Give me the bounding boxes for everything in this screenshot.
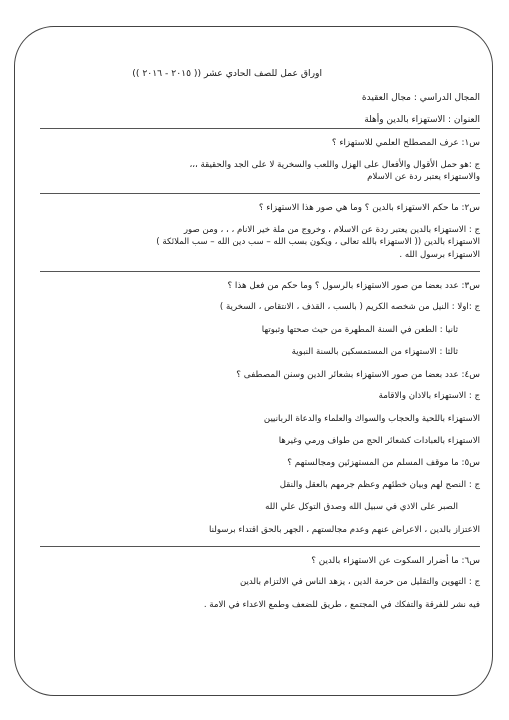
answer-4-line-2: الاستهزاء باللحية والحجاب والسواك والعلماء والدعاة الربانيين (263, 413, 480, 424)
answer-1-line-1: ج :هو حمل الأقوال والأفعال على الهزل واللعب والسخرية لا على الجد والحقيقة ،،، (189, 159, 480, 170)
answer-6-line-1: ج : التهوين والتقليل من حرمة الدين ، يزهد الناس في الالتزام بالدين (239, 577, 480, 588)
worksheet-title: اوراق عمل للصف الحادي عشر (( ٢٠١٥ - ٢٠١٦ )) (132, 68, 322, 79)
answer-5-line-3: الاعتزاز بالدين ، الاعراض عنهم وعدم مجالستهم ، الجهر بالحق اقتداء برسولنا (209, 524, 480, 535)
answer-5-line-2: الصبر على الاذي في سبيل الله وصدق التوكل علي الله (265, 502, 458, 513)
question-5: س٥: ما موقف المسلم من المستهزئين ومجالستهم ؟ (287, 458, 480, 469)
question-1: س١: عرف المصطلح العلمي للاستهزاء ؟ (331, 138, 480, 149)
question-4: س٤: عدد بعضا من صور الاستهزاء بشعائر الدين وسنن المصطفى ؟ (236, 369, 480, 380)
answer-6-line-2: فيه نشر للفرقة والتفكك في المجتمع ، طريق للضعف وطمع الاعداء في الامة . (203, 599, 480, 610)
divider (40, 271, 480, 272)
answer-5-line-1: ج : النصح لهم وبيان خطئهم وعظم جرمهم بالعقل والنقل (279, 479, 480, 490)
answer-3-line-1: ج :اولا : النيل من شخصه الكريم ( بالسب ، القذف ، الانتقاص ، السخرية ) (219, 302, 480, 313)
answer-3-line-3: ثالثا : الاستهزاء من المستمسكين بالسنة النبوية (291, 347, 458, 358)
lesson-title: العنوان : الاستهزاء بالدين وأهلة (364, 114, 480, 125)
answer-4-line-1: ج : الاستهزاء بالاذان والاقامة (378, 391, 480, 402)
answer-1-line-2: والاستهزاء يعتبر ردة عن الاسلام (367, 172, 480, 183)
answer-2-line-3: الاستهزاء برسول الله . (399, 249, 480, 260)
question-2: س٢: ما حكم الاستهزاء بالدين ؟ وما هي صور هذا الاستهزاء ؟ (258, 203, 480, 214)
question-6: س٦: ما أضرار السكوت عن الاستهزاء بالدين ؟ (311, 555, 480, 566)
worksheet-content (40, 68, 480, 621)
answer-2-line-2: الاستهزاء بالدين (( الاستهزاء بالله تعالى ، ويكون بسب الله – سب دين الله – سب الملائكة ) (156, 237, 480, 248)
divider (40, 546, 480, 547)
header-divider (40, 128, 480, 129)
question-3: س٣: عدد بعضا من صور الاستهزاء بالرسول ؟ وما حكم من فعل هذا ؟ (227, 281, 480, 292)
study-field: المجال الدراسي : مجال العقيدة (361, 93, 480, 104)
answer-4-line-3: الاستهزاء بالعبادات كشعائر الحج من طواف ورمي وغيرها (278, 435, 480, 446)
answer-3-line-2: ثانيا : الطعن في السنة المطهرة من حيث صحتها وثبوتها (261, 324, 458, 335)
answer-2-line-1: ج : الاستهزاء بالدين يعتبر ردة عن الاسلام ، وخروج من ملة خير الانام ، ، ، ومن صور (183, 224, 480, 235)
divider (40, 193, 480, 194)
